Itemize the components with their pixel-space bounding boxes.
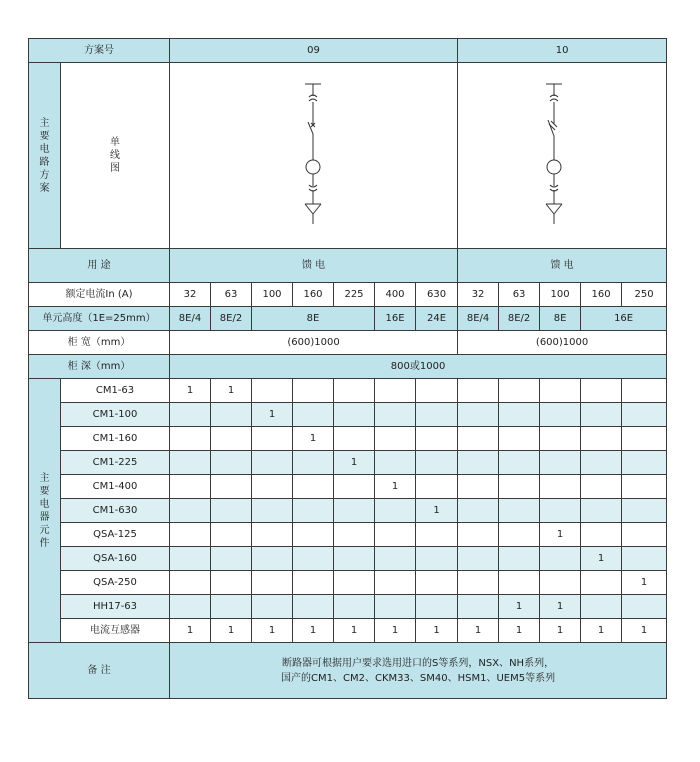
component-mark-cell xyxy=(581,475,622,499)
component-mark-cell xyxy=(458,451,499,475)
component-row xyxy=(29,403,667,427)
component-mark-cell xyxy=(293,547,334,571)
component-mark-cell: 1 xyxy=(170,619,211,643)
component-mark-cell xyxy=(170,523,211,547)
component-mark-cell xyxy=(581,403,622,427)
cabinet-width-label: 柜 宽（mm） xyxy=(29,331,170,355)
component-mark-cell xyxy=(170,475,211,499)
component-row xyxy=(29,571,667,595)
unit-height-label: 单元高度（1E=25mm） xyxy=(29,307,170,331)
component-mark-cell xyxy=(170,427,211,451)
component-mark-cell xyxy=(581,571,622,595)
component-mark-cell: 1 xyxy=(252,403,293,427)
component-mark-cell xyxy=(252,595,293,619)
component-row xyxy=(29,475,667,499)
component-mark-cell xyxy=(540,571,581,595)
main-components-group-label xyxy=(29,379,61,643)
component-mark-cell xyxy=(458,403,499,427)
line-diagram-label xyxy=(61,63,170,249)
component-mark-cell xyxy=(416,523,458,547)
component-mark-cell xyxy=(334,571,375,595)
component-mark-cell: 1 xyxy=(581,547,622,571)
component-mark-cell xyxy=(458,427,499,451)
component-mark-cell xyxy=(334,595,375,619)
component-mark-cell xyxy=(499,523,540,547)
remarks-text xyxy=(170,643,667,699)
component-name: QSA-125 xyxy=(61,523,170,547)
unit-height-cell: 8E/4 xyxy=(170,307,211,331)
component-mark-cell xyxy=(252,547,293,571)
component-mark-cell xyxy=(375,595,416,619)
cabinet-depth-row xyxy=(29,355,667,379)
component-mark-cell xyxy=(375,451,416,475)
component-mark-cell: 1 xyxy=(540,523,581,547)
component-mark-cell: 1 xyxy=(334,451,375,475)
line-diagram-label-char: 单 xyxy=(110,137,120,148)
line-diagram-10 xyxy=(458,63,667,249)
component-mark-cell xyxy=(458,523,499,547)
component-mark-cell xyxy=(622,475,667,499)
component-mark-cell xyxy=(540,379,581,403)
component-name: CM1-630 xyxy=(61,499,170,523)
main-components-label-char: 电 xyxy=(39,498,50,510)
component-mark-cell xyxy=(252,451,293,475)
component-mark-cell: 1 xyxy=(540,619,581,643)
component-row xyxy=(29,451,667,475)
main-components-label-char: 要 xyxy=(39,485,50,497)
component-mark-cell xyxy=(540,475,581,499)
rated-current-cell: 250 xyxy=(622,283,667,307)
component-mark-cell xyxy=(540,403,581,427)
main-circuit-label-char: 路 xyxy=(39,156,50,168)
rated-current-cell: 400 xyxy=(375,283,416,307)
component-mark-cell xyxy=(293,475,334,499)
component-mark-cell xyxy=(416,379,458,403)
component-mark-cell xyxy=(416,427,458,451)
cabinet-width-10: (600)1000 xyxy=(458,331,667,355)
component-mark-cell xyxy=(416,571,458,595)
component-mark-cell xyxy=(622,379,667,403)
component-mark-cell: 1 xyxy=(540,595,581,619)
line-diagram-label-char: 线 xyxy=(110,150,120,161)
scheme-number-label: 方案号 xyxy=(29,39,170,63)
line-diagram-row xyxy=(29,63,667,249)
component-mark-cell xyxy=(499,547,540,571)
component-name: QSA-250 xyxy=(61,571,170,595)
feeder-single-line-diagram-09 xyxy=(170,64,457,248)
main-circuit-label-char: 要 xyxy=(39,130,50,142)
component-mark-cell xyxy=(581,451,622,475)
component-mark-cell: 1 xyxy=(211,619,252,643)
component-mark-cell xyxy=(499,571,540,595)
unit-height-cell: 16E xyxy=(581,307,667,331)
component-name: QSA-160 xyxy=(61,547,170,571)
rated-current-row xyxy=(29,283,667,307)
component-mark-cell: 1 xyxy=(416,619,458,643)
component-mark-cell xyxy=(211,571,252,595)
component-mark-cell xyxy=(375,499,416,523)
component-name: CM1-100 xyxy=(61,403,170,427)
rated-current-cell: 63 xyxy=(211,283,252,307)
main-components-label-char: 元 xyxy=(39,524,50,536)
component-mark-cell xyxy=(499,499,540,523)
component-row xyxy=(29,547,667,571)
component-name: 电流互感器 xyxy=(61,619,170,643)
component-mark-cell xyxy=(334,379,375,403)
header-row xyxy=(29,39,667,63)
component-mark-cell xyxy=(375,523,416,547)
component-mark-cell xyxy=(252,571,293,595)
component-mark-cell xyxy=(622,427,667,451)
usage-row xyxy=(29,249,667,283)
component-mark-cell: 1 xyxy=(416,499,458,523)
main-circuit-label-char: 主 xyxy=(39,117,50,129)
scheme-number-09: 09 xyxy=(170,39,458,63)
component-mark-cell xyxy=(581,427,622,451)
cabinet-depth-label: 柜 深（mm） xyxy=(29,355,170,379)
component-mark-cell xyxy=(211,499,252,523)
rated-current-cell: 32 xyxy=(458,283,499,307)
usage-value-10: 馈 电 xyxy=(458,249,667,283)
component-mark-cell: 1 xyxy=(252,619,293,643)
component-row xyxy=(29,379,667,403)
unit-height-cell: 16E xyxy=(375,307,416,331)
line-diagram-09 xyxy=(170,63,458,249)
component-name: CM1-400 xyxy=(61,475,170,499)
component-mark-cell xyxy=(458,499,499,523)
component-mark-cell: 1 xyxy=(581,619,622,643)
main-circuit-label-char: 方 xyxy=(39,169,50,181)
component-mark-cell xyxy=(211,427,252,451)
remarks-line: 断路器可根据用户要求选用进口的S等系列，NSX、NH系列， xyxy=(282,657,555,669)
remarks-row xyxy=(29,643,667,699)
line-diagram-label-char: 图 xyxy=(110,163,120,174)
scheme-table xyxy=(28,38,667,699)
component-mark-cell xyxy=(252,523,293,547)
component-mark-cell xyxy=(416,475,458,499)
component-mark-cell xyxy=(211,523,252,547)
component-mark-cell xyxy=(293,595,334,619)
unit-height-cell: 8E/2 xyxy=(499,307,540,331)
component-mark-cell xyxy=(375,403,416,427)
rated-current-cell: 32 xyxy=(170,283,211,307)
rated-current-cell: 160 xyxy=(581,283,622,307)
component-row xyxy=(29,619,667,643)
component-mark-cell xyxy=(416,547,458,571)
component-mark-cell xyxy=(170,547,211,571)
component-mark-cell xyxy=(334,475,375,499)
component-mark-cell xyxy=(416,595,458,619)
component-name: HH17-63 xyxy=(61,595,170,619)
component-mark-cell xyxy=(170,403,211,427)
component-mark-cell: 1 xyxy=(293,619,334,643)
feeder-single-line-diagram-10 xyxy=(458,64,667,248)
usage-label: 用 途 xyxy=(29,249,170,283)
rated-current-cell: 63 xyxy=(499,283,540,307)
component-mark-cell xyxy=(334,403,375,427)
unit-height-cell: 8E/4 xyxy=(458,307,499,331)
unit-height-cell: 24E xyxy=(416,307,458,331)
main-components-label-char: 器 xyxy=(39,511,50,523)
component-mark-cell: 1 xyxy=(211,379,252,403)
component-mark-cell xyxy=(252,379,293,403)
rated-current-label: 额定电流In (A) xyxy=(29,283,170,307)
component-mark-cell: 1 xyxy=(375,619,416,643)
component-mark-cell xyxy=(293,523,334,547)
component-mark-cell xyxy=(416,403,458,427)
component-mark-cell xyxy=(581,523,622,547)
component-mark-cell xyxy=(375,547,416,571)
component-mark-cell xyxy=(458,379,499,403)
remarks-label: 备 注 xyxy=(29,643,170,699)
component-mark-cell xyxy=(334,547,375,571)
component-mark-cell: 1 xyxy=(334,619,375,643)
component-mark-cell xyxy=(375,427,416,451)
component-mark-cell: 1 xyxy=(458,619,499,643)
cabinet-width-09: (600)1000 xyxy=(170,331,458,355)
component-mark-cell xyxy=(334,499,375,523)
component-mark-cell xyxy=(458,547,499,571)
scheme-number-10: 10 xyxy=(458,39,667,63)
component-mark-cell xyxy=(252,499,293,523)
component-mark-cell xyxy=(622,595,667,619)
component-mark-cell xyxy=(622,451,667,475)
component-mark-cell xyxy=(211,475,252,499)
component-mark-cell xyxy=(211,451,252,475)
component-mark-cell xyxy=(293,571,334,595)
main-circuit-label-char: 案 xyxy=(39,182,50,194)
component-mark-cell xyxy=(211,403,252,427)
component-mark-cell xyxy=(622,523,667,547)
component-mark-cell xyxy=(211,547,252,571)
component-row xyxy=(29,523,667,547)
rated-current-cell: 225 xyxy=(334,283,375,307)
component-mark-cell xyxy=(170,595,211,619)
rated-current-cell: 100 xyxy=(540,283,581,307)
rated-current-cell: 630 xyxy=(416,283,458,307)
component-mark-cell xyxy=(293,451,334,475)
unit-height-cell: 8E/2 xyxy=(211,307,252,331)
component-mark-cell: 1 xyxy=(293,427,334,451)
component-mark-cell: 1 xyxy=(499,595,540,619)
component-mark-cell xyxy=(499,379,540,403)
component-mark-cell xyxy=(540,427,581,451)
main-components-label-char: 主 xyxy=(39,472,50,484)
unit-height-row xyxy=(29,307,667,331)
component-mark-cell xyxy=(622,403,667,427)
component-mark-cell xyxy=(499,475,540,499)
remarks-line: 国产的CM1、CM2、CKM33、SM40、HSM1、UEM5等系列 xyxy=(281,672,556,684)
component-mark-cell xyxy=(170,571,211,595)
component-mark-cell xyxy=(458,475,499,499)
component-name: CM1-160 xyxy=(61,427,170,451)
component-mark-cell: 1 xyxy=(622,619,667,643)
component-mark-cell xyxy=(293,403,334,427)
component-row xyxy=(29,595,667,619)
main-circuit-label-char: 电 xyxy=(39,143,50,155)
component-mark-cell: 1 xyxy=(622,571,667,595)
component-mark-cell xyxy=(622,547,667,571)
component-mark-cell xyxy=(170,499,211,523)
component-mark-cell xyxy=(581,379,622,403)
component-mark-cell xyxy=(622,499,667,523)
component-mark-cell: 1 xyxy=(499,619,540,643)
component-mark-cell xyxy=(293,499,334,523)
cabinet-width-row xyxy=(29,331,667,355)
main-circuit-group-label xyxy=(29,63,61,249)
component-mark-cell xyxy=(334,427,375,451)
component-mark-cell: 1 xyxy=(375,475,416,499)
component-mark-cell xyxy=(581,499,622,523)
component-row xyxy=(29,499,667,523)
component-mark-cell xyxy=(458,571,499,595)
cabinet-depth-value: 800或1000 xyxy=(170,355,667,379)
component-mark-cell xyxy=(540,499,581,523)
usage-value-09: 馈 电 xyxy=(170,249,458,283)
component-mark-cell xyxy=(375,379,416,403)
component-mark-cell xyxy=(499,403,540,427)
component-mark-cell xyxy=(293,379,334,403)
component-mark-cell xyxy=(499,451,540,475)
component-row xyxy=(29,427,667,451)
component-name: CM1-63 xyxy=(61,379,170,403)
component-mark-cell xyxy=(581,595,622,619)
unit-height-cell: 8E xyxy=(252,307,375,331)
component-mark-cell xyxy=(458,595,499,619)
component-mark-cell: 1 xyxy=(170,379,211,403)
unit-height-cell: 8E xyxy=(540,307,581,331)
component-mark-cell xyxy=(252,427,293,451)
component-mark-cell xyxy=(540,547,581,571)
component-mark-cell xyxy=(499,427,540,451)
component-name: CM1-225 xyxy=(61,451,170,475)
rated-current-cell: 100 xyxy=(252,283,293,307)
component-mark-cell xyxy=(416,451,458,475)
component-mark-cell xyxy=(334,523,375,547)
rated-current-cell: 160 xyxy=(293,283,334,307)
component-mark-cell xyxy=(252,475,293,499)
component-mark-cell xyxy=(170,451,211,475)
main-components-label-char: 件 xyxy=(39,537,50,549)
component-mark-cell xyxy=(375,571,416,595)
component-mark-cell xyxy=(211,595,252,619)
component-mark-cell xyxy=(540,451,581,475)
